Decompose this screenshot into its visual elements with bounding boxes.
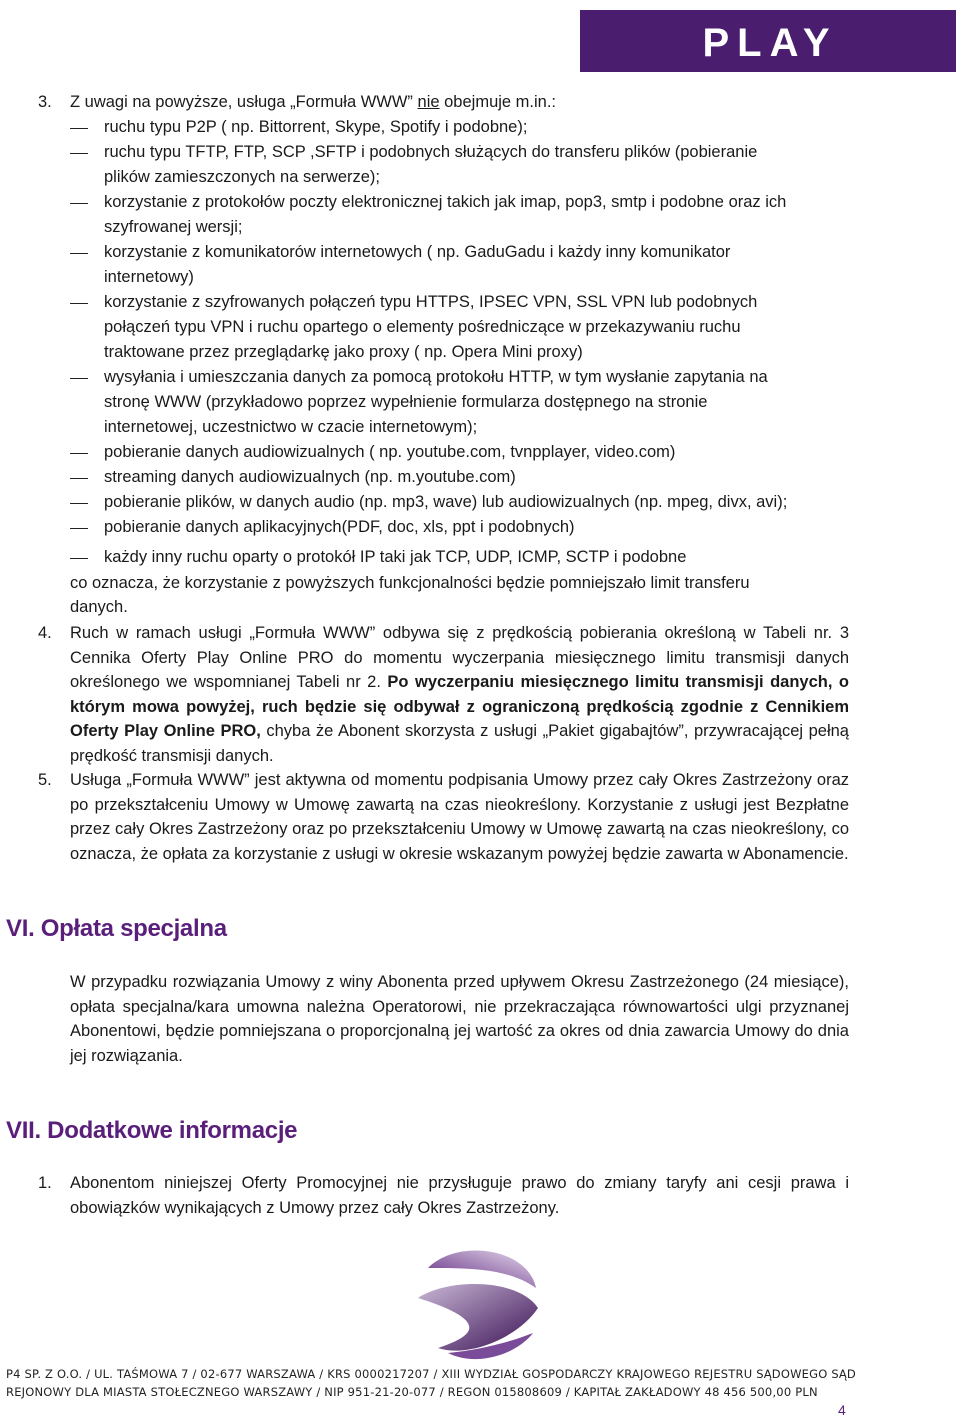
section3-number: 3. bbox=[38, 93, 52, 111]
list-item-line: plików zamieszczonych na serwerze); bbox=[104, 168, 381, 186]
list-item-line: internetowy) bbox=[104, 268, 194, 286]
section3-intro-pre: Z uwagi na powyższe, usługa „Formuła WWW” bbox=[70, 93, 418, 111]
list-item-line: wysyłania i umieszczania danych za pomocą protokołu HTTP, w tym wysłanie zapytania na bbox=[104, 368, 768, 386]
section3-closing-2: danych. bbox=[70, 598, 128, 616]
play-logo bbox=[580, 10, 956, 72]
bullet-dash-icon bbox=[70, 128, 88, 129]
list-item-line: streaming danych audiowizualnych (np. m.youtube.com) bbox=[104, 468, 516, 486]
list-item-line: połączeń typu VPN i ruchu opartego o elementy pośredniczące w przekazywaniu ruchu bbox=[104, 318, 741, 336]
section4-text-b: chyba że Abonent skorzysta z usługi „Pakiet gigabajtów”, przywracającej pełną prędkość transmisji danych. bbox=[70, 722, 849, 765]
section3-intro-post: obejmuje m.in.: bbox=[439, 93, 557, 111]
svg-text:PLAY: PLAY bbox=[702, 21, 838, 65]
footer-line-1: P4 SP. Z O.O. / UL. TAŚMOWA 7 / 02-677 WARSZAWA / KRS 0000217207 / XIII WYDZIAŁ GOSPODARCZY KRAJOWEGO REJESTRU SĄDOWEGO SĄD bbox=[6, 1367, 856, 1381]
bullet-dash-icon bbox=[70, 153, 88, 154]
bullet-dash-icon bbox=[70, 503, 88, 504]
list-item-line: pobieranie danych aplikacyjnych(PDF, doc, xls, ppt i podobnych) bbox=[104, 518, 575, 536]
play-logo-icon bbox=[580, 10, 956, 72]
list-item-line: traktowane przez przeglądarkę jako proxy ( np. Opera Mini proxy) bbox=[104, 343, 583, 361]
section6-text: W przypadku rozwiązania Umowy z winy Abonenta przed upływem Okresu Zastrzeżonego (24 miesiące), opłata specjalna/kara umowna należna Operatorowi, nie przekraczająca równowartości ulgi przyznanej Abonentowi, będzie pomniejszana o proporcjonalną jej wartość za okres od dnia zawarcia Umowy do dnia jej rozwiązania. bbox=[70, 973, 849, 1065]
section3-intro bbox=[70, 90, 556, 114]
section3-intro-underlined: nie bbox=[417, 93, 440, 111]
section7-item-text: Abonentom niniejszej Oferty Promocyjnej nie przysługuje prawo do zmiany taryfy ani cesji prawa i obowiązków wynikających z Umowy przez cały Okres Zastrzeżony. bbox=[70, 1174, 849, 1217]
section7-item-number: 1. bbox=[38, 1174, 52, 1192]
list-item-line: szyfrowanej wersji; bbox=[104, 218, 243, 236]
list-item-line: korzystanie z protokołów poczty elektronicznej takich jak imap, pop3, smtp i podobne oraz ich bbox=[104, 193, 787, 211]
bullet-dash-icon bbox=[70, 558, 88, 559]
section6-heading: VI. Opłata specjalna bbox=[6, 915, 227, 942]
section3-closing-1: co oznacza, że korzystanie z powyższych funkcjonalności będzie pomniejszało limit transferu bbox=[70, 574, 750, 592]
list-item-line: każdy inny ruchu oparty o protokół IP taki jak TCP, UDP, ICMP, SCTP i podobne bbox=[104, 548, 687, 566]
bullet-dash-icon bbox=[70, 453, 88, 454]
page-number: 4 bbox=[838, 1402, 846, 1418]
bullet-dash-icon bbox=[70, 203, 88, 204]
bullet-dash-icon bbox=[70, 478, 88, 479]
section5-number: 5. bbox=[38, 771, 52, 789]
section5-text: Usługa „Formuła WWW” jest aktywna od momentu podpisania Umowy przez cały Okres Zastrzeżony oraz po przekształceniu Umowy w Umowę zawartą na czas nieokreślony. Korzystanie z usługi jest Bezpłatne przez cały Okres Zastrzeżony oraz po przekształceniu Umowy w Umowę zawartą na czas nieokreślony, co oznacza, że opłata za korzystanie z usługi w okresie wskazanym powyżej będzie zawarta w Abonamencie. bbox=[70, 771, 849, 863]
list-item-line: korzystanie z komunikatorów internetowych ( np. GaduGadu i każdy inny komunikator bbox=[104, 243, 731, 261]
list-item-line: internetowej, uczestnictwo w czacie internetowym); bbox=[104, 418, 478, 436]
play-swirl-icon bbox=[408, 1238, 548, 1368]
footer-line-2: REJONOWY DLA MIASTA STOŁECZNEGO WARSZAWY / NIP 951-21-20-077 / REGON 015808609 / KAPITAŁ ZAKŁADOWY 48 456 500,00 PLN bbox=[6, 1385, 818, 1399]
bullet-dash-icon bbox=[70, 378, 88, 379]
section4-text bbox=[70, 621, 849, 768]
bullet-dash-icon bbox=[70, 528, 88, 529]
bullet-dash-icon bbox=[70, 253, 88, 254]
list-item-line: pobieranie plików, w danych audio (np. mp3, wave) lub audiowizualnych (np. mpeg, divx, avi); bbox=[104, 493, 788, 511]
list-item-line: ruchu typu TFTP, FTP, SCP ,SFTP i podobnych służących do transferu plików (pobieranie bbox=[104, 143, 758, 161]
section4-text-bold: Po wyczerpaniu miesięcznego limitu transmisji danych, o którym mowa powyżej, ruch będzie się odbywał z ograniczoną prędkością zgodnie z Cennikiem Oferty Play Online PRO, bbox=[70, 673, 849, 740]
bullet-dash-icon bbox=[70, 303, 88, 304]
section4-number: 4. bbox=[38, 624, 52, 642]
list-item-line: ruchu typu P2P ( np. Bittorrent, Skype, Spotify i podobne); bbox=[104, 118, 528, 136]
list-item-line: korzystanie z szyfrowanych połączeń typu HTTPS, IPSEC VPN, SSL VPN lub podobnych bbox=[104, 293, 758, 311]
section4-text-a: Ruch w ramach usługi „Formuła WWW” odbywa się z prędkością pobierania określoną w Tabeli nr. 3 Cennika Oferty Play Online PRO do momentu wyczerpania miesięcznego limitu transmisji danych określonego we wspomnianej Tabeli nr 2. bbox=[70, 624, 849, 691]
list-item-line: stronę WWW (przykładowo poprzez wypełnienie formularza dostępnego na stronie bbox=[104, 393, 708, 411]
section7-heading: VII. Dodatkowe informacje bbox=[6, 1117, 298, 1144]
list-item-line: pobieranie danych audiowizualnych ( np. youtube.com, tvnpplayer, video.com) bbox=[104, 443, 676, 461]
